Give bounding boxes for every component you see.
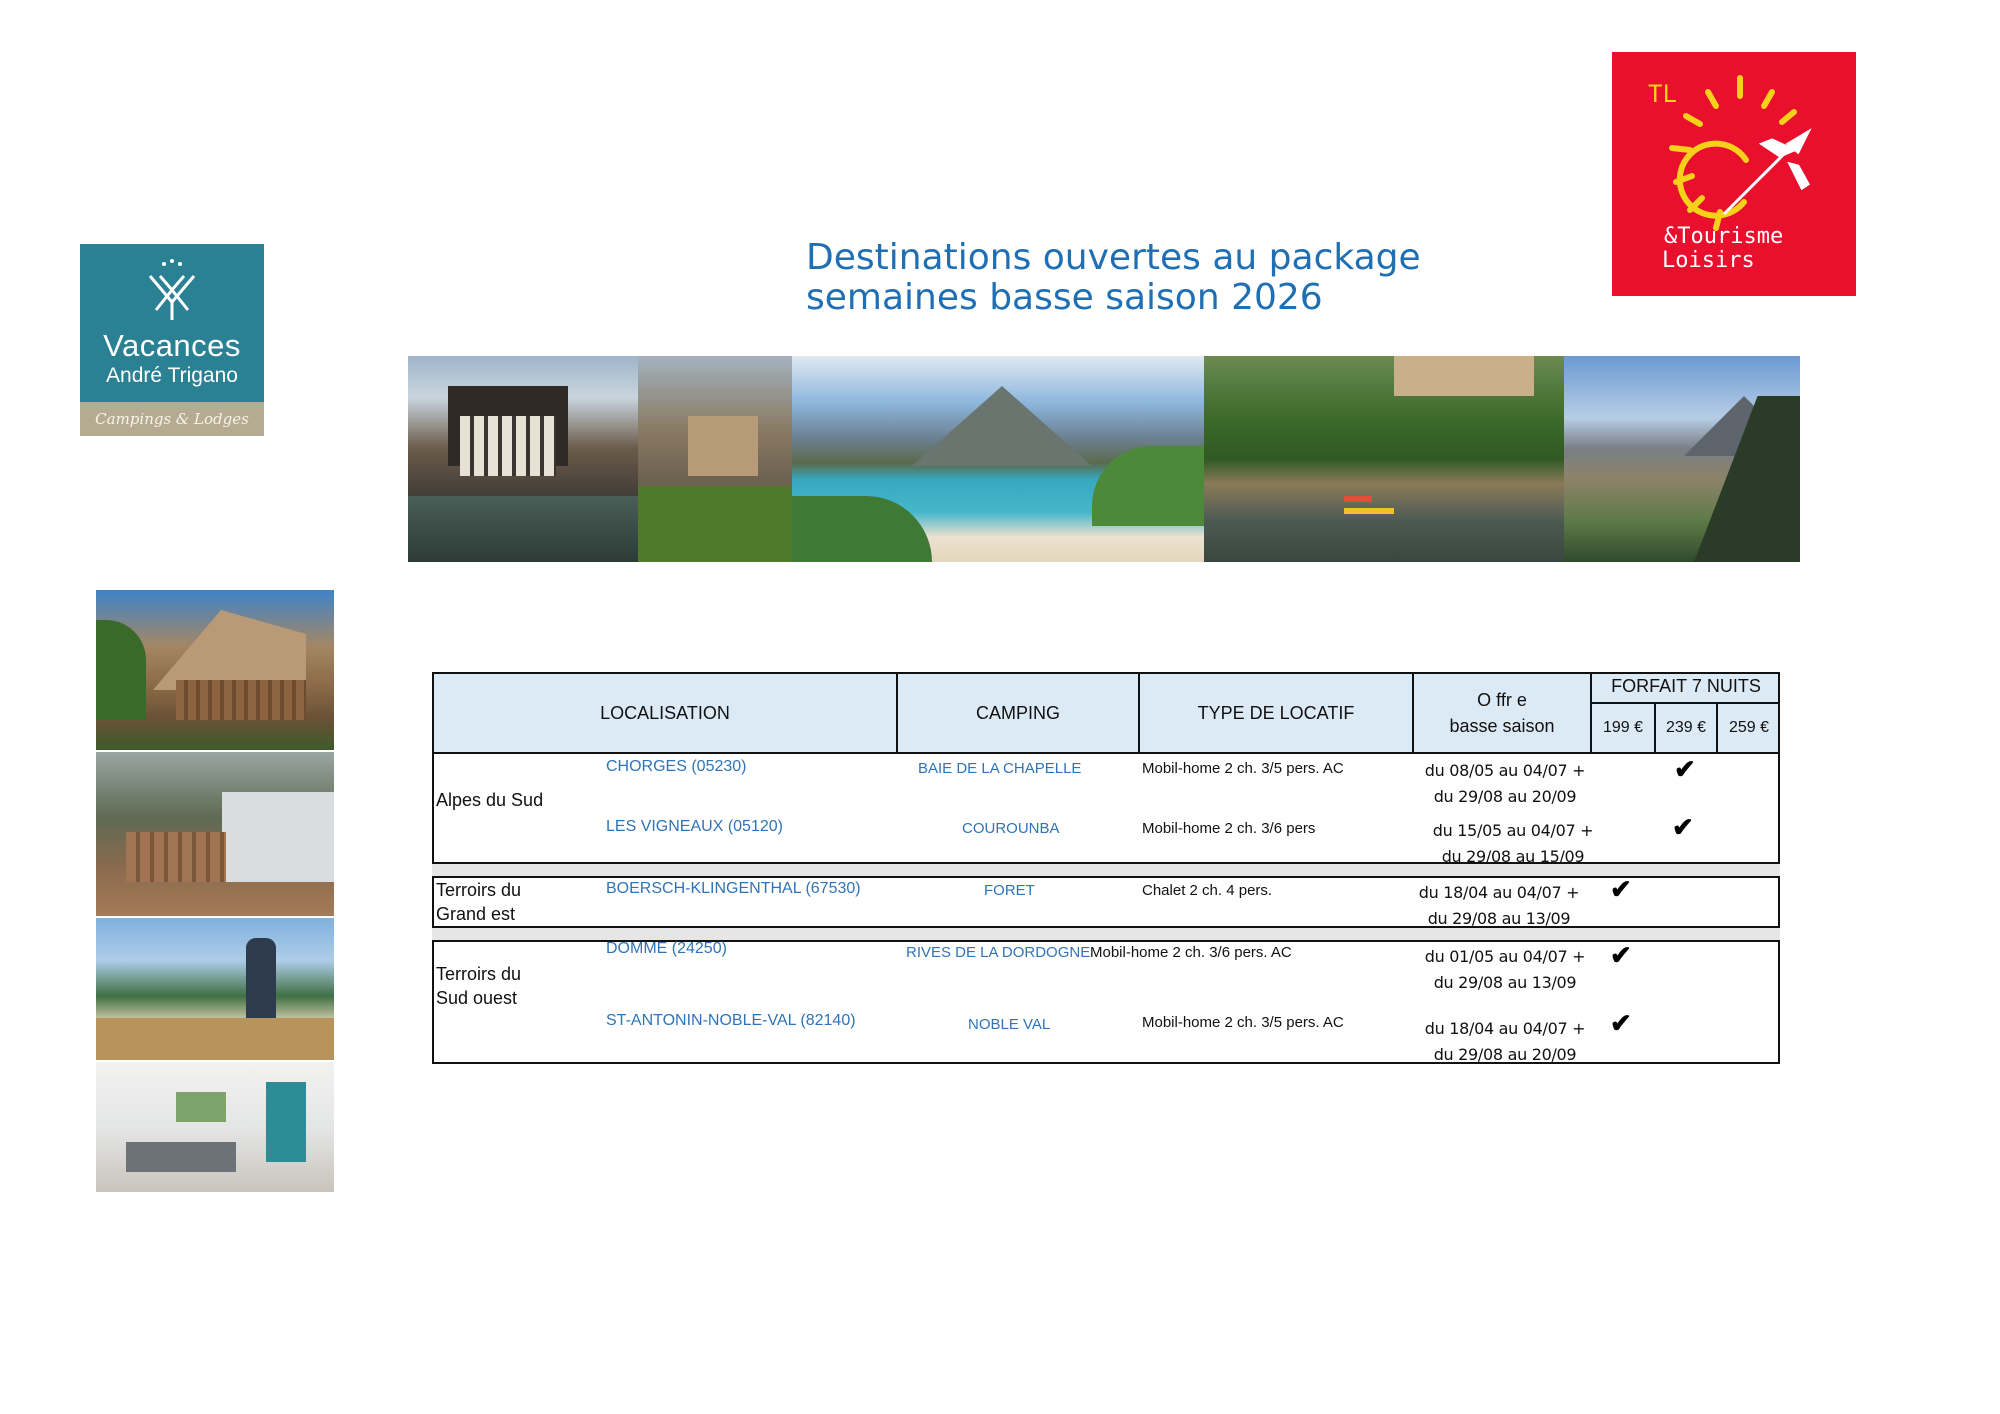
region-label <box>436 962 521 1010</box>
offer-line-2: du 29/08 au 20/09 <box>1433 1045 1577 1062</box>
city-cell: BOERSCH-KLINGENTHAL (67530) <box>606 880 861 897</box>
photo-interior-living <box>96 1062 334 1194</box>
banner-photo-strasbourg <box>408 356 638 562</box>
header-offre-line-1: O ffr e <box>1477 690 1527 710</box>
banner-photo-lake-serre-poncon <box>792 356 1204 562</box>
header-forfait-7-nuits: FORFAIT 7 NUITS <box>1611 676 1761 696</box>
photo-mobil-home <box>96 752 334 918</box>
header-price-259: 259 € <box>1716 704 1780 752</box>
region-line-1: Terroirs du <box>436 964 522 984</box>
check-icon: ✔ <box>1610 874 1632 904</box>
banner-photo-rocamadour <box>638 356 792 562</box>
offer-line-1: du 15/05 au 04/07 + <box>1432 821 1594 840</box>
logo-line-tourisme: &Tourisme <box>1664 224 1784 249</box>
camping-cell: FORET <box>984 882 1035 899</box>
tourisme-loisirs-logo <box>1612 52 1856 296</box>
logo-line-loisirs: Loisirs <box>1662 248 1755 273</box>
region-label: Alpes du Sud <box>436 790 544 810</box>
offer-line-2: du 29/08 au 20/09 <box>1433 787 1577 806</box>
table-group-alpes-du-sud <box>432 752 1780 864</box>
city-cell: LES VIGNEAUX (05120) <box>606 818 783 835</box>
header-camping: CAMPING <box>898 674 1140 752</box>
region-line-1: Terroirs du <box>436 880 522 900</box>
check-icon: ✔ <box>1610 1008 1632 1038</box>
photo-terrace-view <box>96 918 334 1062</box>
offer-line-2: du 29/08 au 15/09 <box>1441 847 1585 862</box>
table-header <box>432 672 1780 754</box>
city-cell: ST-ANTONIN-NOBLE-VAL (82140) <box>606 1012 856 1029</box>
offer-line-2: du 29/08 au 13/09 <box>1433 973 1577 992</box>
photo-lodge-tent <box>96 590 334 752</box>
offer-line-1: du 18/04 au 04/07 + <box>1418 883 1580 902</box>
offer-cell <box>1420 944 1590 996</box>
tl-letters: TL <box>1648 80 1677 108</box>
page-title <box>806 238 1421 318</box>
type-cell: Mobil-home 2 ch. 3/6 pers. AC <box>1090 944 1292 961</box>
header-price-239: 239 € <box>1654 704 1716 752</box>
offer-line-1: du 01/05 au 04/07 + <box>1424 947 1586 966</box>
offer-line-2: du 29/08 au 13/09 <box>1427 909 1571 928</box>
city-cell: CHORGES (05230) <box>606 758 747 775</box>
camping-cell: RIVES DE LA DORDOGNE <box>906 944 1091 961</box>
check-icon: ✔ <box>1674 754 1696 784</box>
lodging-photos-column <box>96 590 334 1194</box>
tent-emblem-icon <box>142 258 202 322</box>
check-icon: ✔ <box>1672 812 1694 842</box>
offer-cell <box>1420 758 1590 810</box>
header-localisation: LOCALISATION <box>434 674 898 752</box>
header-offre-line-2: basse saison <box>1449 716 1555 736</box>
region-line-2: Grand est <box>436 904 516 924</box>
header-price-199: 199 € <box>1602 719 1644 736</box>
offer-cell <box>1414 880 1584 928</box>
table-group-terroirs-sud-ouest <box>432 940 1780 1064</box>
title-line-1: Destinations ouvertes au package <box>806 237 1421 278</box>
logo-line-andre-trigano: André Trigano <box>106 364 238 387</box>
type-cell: Chalet 2 ch. 4 pers. <box>1142 882 1273 899</box>
type-cell: Mobil-home 2 ch. 3/6 pers <box>1142 820 1316 837</box>
check-icon: ✔ <box>1610 940 1632 970</box>
type-cell: Mobil-home 2 ch. 3/5 pers. AC <box>1142 760 1344 777</box>
camping-cell: BAIE DE LA CHAPELLE <box>918 760 1082 777</box>
vacances-andre-trigano-logo <box>80 244 264 436</box>
camping-cell: NOBLE VAL <box>968 1016 1051 1033</box>
header-type-locatif: TYPE DE LOCATIF <box>1140 674 1414 752</box>
title-line-2: semaines basse saison 2026 <box>806 277 1323 318</box>
offer-cell <box>1428 818 1598 862</box>
offer-line-1: du 08/05 au 04/07 + <box>1424 761 1586 780</box>
banner-photo-alps-valley <box>1564 356 1800 562</box>
region-line-2: Sud ouest <box>436 988 518 1008</box>
city-cell: DOMME (24250) <box>606 940 727 957</box>
type-cell: Mobil-home 2 ch. 3/5 pers. AC <box>1142 1014 1344 1031</box>
banner-photo-dordogne-river <box>1204 356 1564 562</box>
logo-line-vacances: Vacances <box>103 328 241 363</box>
camping-cell: COUROUNBA <box>962 820 1060 837</box>
region-label <box>436 878 521 926</box>
destinations-banner <box>408 356 1800 562</box>
offer-cell <box>1420 1016 1590 1062</box>
logo-band-campings-lodges: Campings & Lodges <box>80 402 264 436</box>
header-offre-basse-saison <box>1414 674 1592 752</box>
offer-line-1: du 18/04 au 04/07 + <box>1424 1019 1586 1038</box>
table-group-terroirs-grand-est <box>432 876 1780 928</box>
